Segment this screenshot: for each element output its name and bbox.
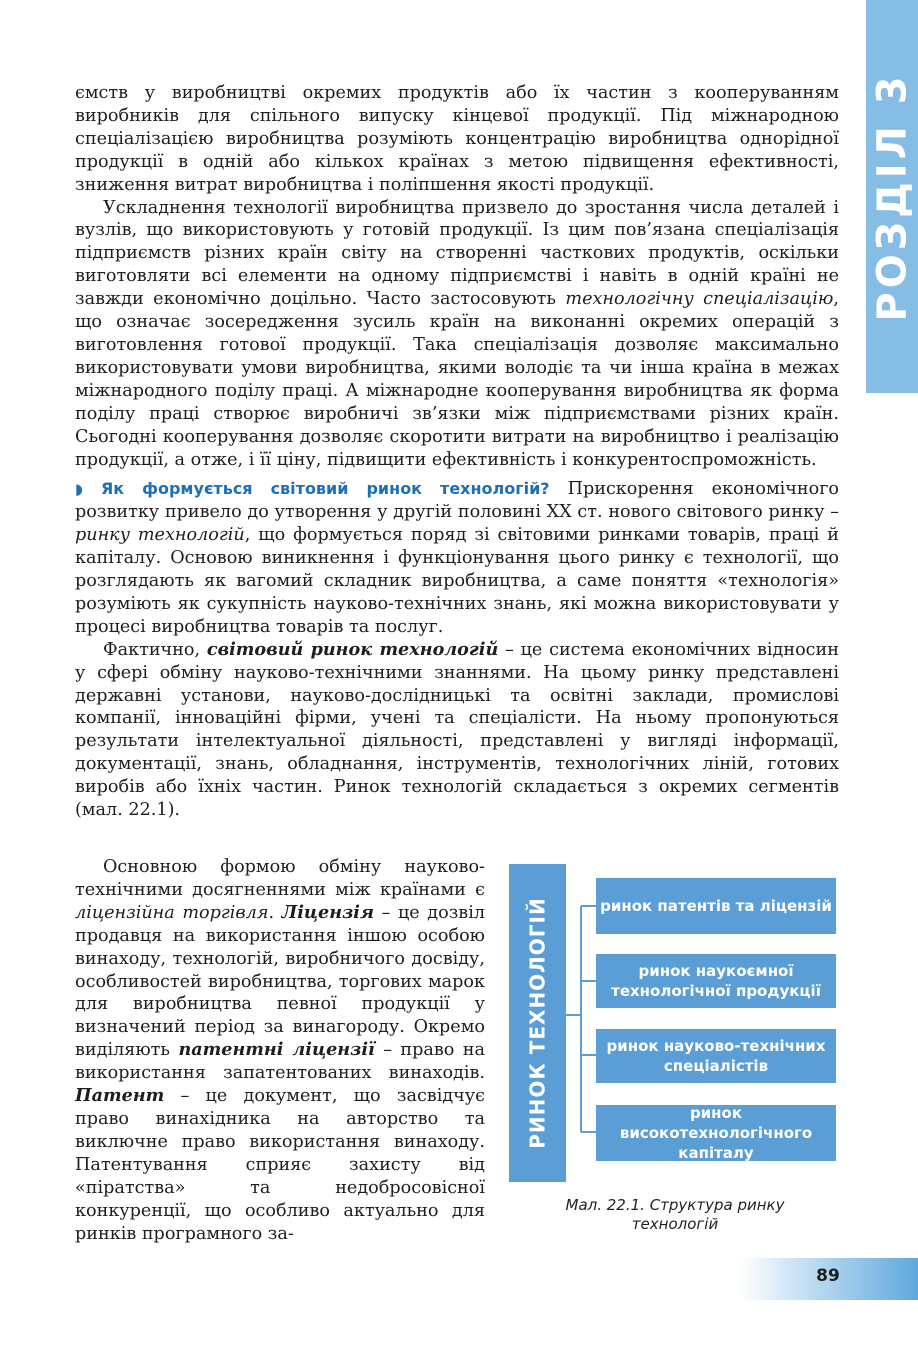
- term-tech-specialization: технологічну спеціалізацію: [565, 289, 834, 310]
- section-tab-label: РОЗДІЛ 3: [870, 71, 917, 322]
- paragraph-2: Ускладнення технології виробництва призвело до зростання числа деталей і вузлів, що використовують у готовій продукції. Із цим пов’язана спеціалізація підприємств різних країн світу на створенні часткових продуктів, оскільки виготовляти всі елементи на одному підприємстві і навіть в одній країні не завжди економічно доцільно. Часто застосовують технологічну спеціалізацію, що означає зосередження зусиль країн на виконанні окремих операцій з виготовлення готової продукції. Така спеціалізація дозволяє максимально використовувати умови виробництва, якими володіє та чи інша країна в межах міжнародного поділу праці. А міжнародне кооперування виробництва як форма поділу праці створює виробничі зв’язки між підприємствами різних країн. Сьогодні кооперування дозволяє скоротити витрати на виробництво і реалізацію продукції, а отже, і її ціну, підвищити ефективність і конкурентоспроможність.: [75, 197, 839, 470]
- term-world-tech-market: світовий ринок технологій: [206, 638, 499, 660]
- paragraph-4: Фактично, світовий ринок технологій – це система економічних відносин у сфері обміну науково-технічними знаннями. На цьому ринку представлені державні установи, науково-дослідницькі та освітні заклади, промислові компанії, інноваційні фірми, учені та спеціалісти. На ньому пропонуються результати інтелектуальної діяльності, представлені у вигляді інформації, документації, знань, обладнання, інструментів, технологічних ліній, готових виробів або їхніх частин. Ринок технологій складається з окремих сегментів (мал. 22.1).: [75, 638, 839, 821]
- term-license-trade: ліцензійна торгівля: [75, 902, 269, 923]
- paragraph-5: Основною формою обміну науково-технічними досягненнями між країнами є ліцензійна торгівля. Ліцензія – це дозвіл продавця на використання іншою особою винаходу, технологій, виробничого досвіду, особливостей виробництва, торгових марок для виробництва певної продукції у визначений період за винагороду. Окремо виділяють патентні ліцензії – право на використання запатентованих винаходів. Патент – це документ, що засвідчує право винахідника на авторство та виключне право використання винаходу. Патентування сприяє захисту від «піратства» та недобросовісної конкуренції, що особливо актуально для ринків програмного за-: [75, 857, 486, 1244]
- segment-scientific-specialists: ринок науково-технічних спеціалістів: [596, 1029, 836, 1083]
- figure-caption: Мал. 22.1. Структура ринку технологій: [565, 1196, 785, 1233]
- diagram-root-label: РИНОК ТЕХНОЛОГІЙ: [525, 897, 550, 1149]
- segment-high-tech-capital: ринок високотехнологічного капіталу: [596, 1105, 836, 1161]
- term-tech-market: ринку технологій: [75, 525, 245, 546]
- term-patent-licenses: патентні ліцензії: [178, 1039, 375, 1061]
- body-text-left-column: [75, 856, 485, 1245]
- market-structure-diagram: [509, 864, 839, 1184]
- body-text-top: [75, 82, 839, 822]
- question-marker-icon: ◗: [75, 480, 83, 499]
- segment-patents-licenses: ринок патентів та ліцензій: [596, 878, 836, 934]
- term-patent: Патент: [75, 1085, 165, 1107]
- term-license: Ліцензія: [281, 901, 374, 923]
- paragraph-3: ◗ Як формується світовий ринок технологій? Прискорення економічного розвитку привело до утворення у другій половині ХХ ст. нового світового ринку – ринку технологій, що формується поряд зі світовими ринками товарів, праці й капіталу. Основою виникнення і функціонування цього ринку є технології, що розглядають як вагомий складник виробництва, а саме поняття «технологія» розуміють як сукупність науково-технічних знань, які можна використовувати у процесі виробництва товарів та послуг.: [75, 479, 840, 637]
- segment-science-intensive-products: ринок наукоємної технологічної продукції: [596, 954, 836, 1008]
- page-number: 89: [816, 1266, 840, 1286]
- section-question: Як формується світовий ринок технологій?: [100, 479, 550, 499]
- paragraph-1: ємств у виробництві окремих продуктів або їх частин з кооперуванням виробників для спільного випуску кінцевої продукції. Під міжнародною спеціалізацією виробництва розуміють концентрацію виробництва однорідної продукції в одній або кількох країнах з метою підвищення ефективності, зниження витрат виробництва і поліпшення якості продукції.: [75, 83, 839, 195]
